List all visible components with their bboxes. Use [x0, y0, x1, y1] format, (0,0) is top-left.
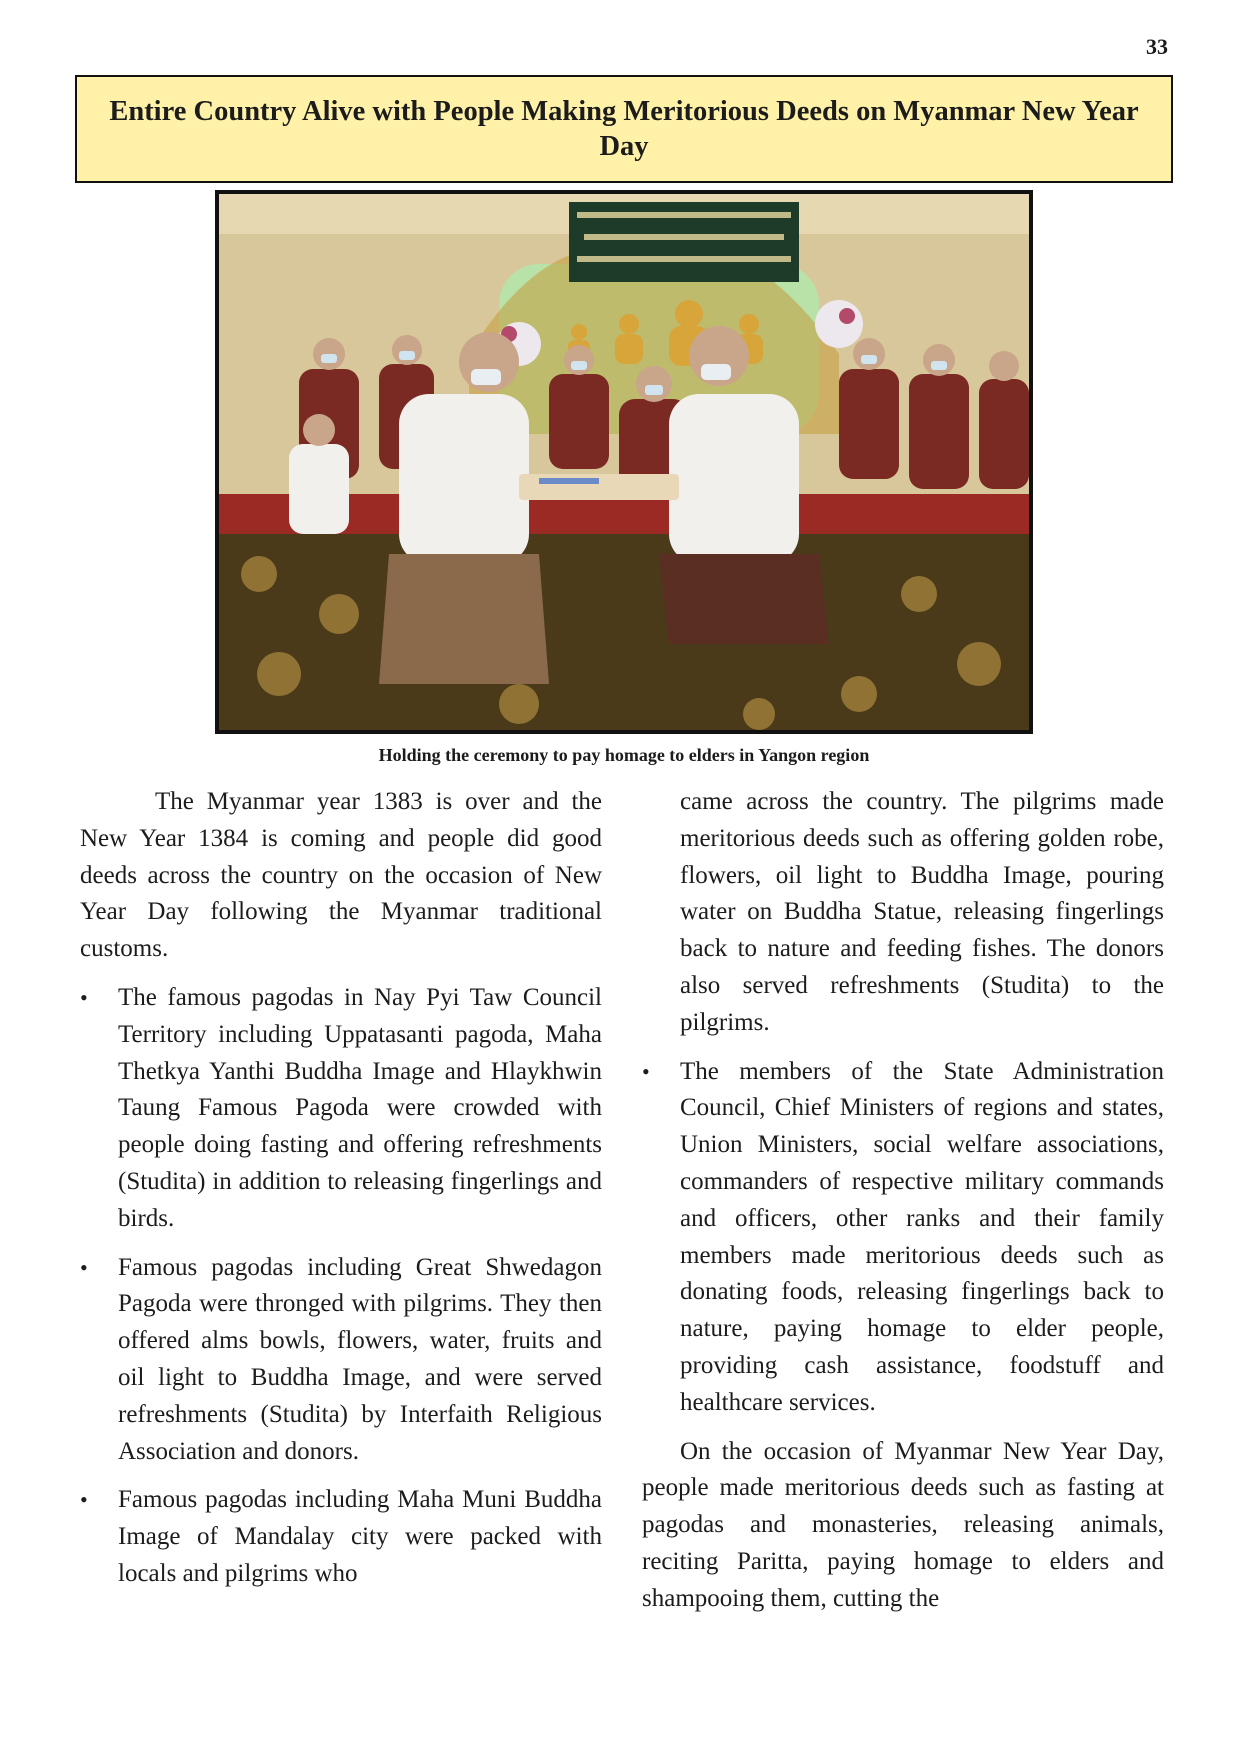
intro-paragraph: The Myanmar year 1383 is over and the New Year 1384 is coming and people did good deeds across the country on the occasion of New Year Day following the Myanmar traditional customs. — [80, 788, 602, 963]
left-bullet-list — [80, 980, 602, 1593]
article-title: Entire Country Alive with People Making Meritorious Deeds on Myanmar New Year Day — [109, 96, 1139, 162]
list-item: • Famous pagodas including Maha Muni Buddha Image of Mandalay city were packed with locals and pilgrims who — [80, 1482, 602, 1592]
ceremony-photo-illustration — [219, 194, 1029, 730]
list-item: • The members of the State Administration Council, Chief Ministers of regions and states, Union Ministers, social welfare associations, commanders of respective military commands and officers, other ranks and their family members made meritorious deeds such as donating foods, releasing fingerlings back to nature, paying homage to elder people, providing cash assistance, foodstuff and healthcare services. — [642, 1054, 1164, 1422]
article-title-box — [75, 75, 1173, 183]
right-bullet-list — [642, 1054, 1164, 1422]
photo-caption: Holding the ceremony to pay homage to elders in Yangon region — [378, 745, 870, 765]
right-column — [642, 784, 1164, 1618]
list-item: • Famous pagodas including Great Shwedagon Pagoda were thronged with pilgrims. They then offered alms bowls, flowers, water, fruits and oil light to Buddha Image, and were served refreshments (Studita) by Interfaith Religious Association and donors. — [80, 1250, 602, 1471]
page-number: 33 — [1146, 34, 1168, 59]
list-item: • The famous pagodas in Nay Pyi Taw Council Territory including Uppatasanti pagoda, Maha Thetkya Yanthi Buddha Image and Hlaykhwin Taung Famous Pagoda were crowded with people doing fasting and offering refreshments (Studita) in addition to releasing fingerlings and birds. — [80, 980, 602, 1238]
continued-paragraph: came across the country. The pilgrims made meritorious deeds such as offering golden robe, flowers, oil light to Buddha Image, pouring water on Buddha Statue, releasing fingerlings back to nature and feeding fishes. The donors also served refreshments (Studita) to the pilgrims. — [680, 788, 1164, 1036]
ceremony-photo — [215, 190, 1033, 734]
closing-paragraph: On the occasion of Myanmar New Year Day, people made meritorious deeds such as fasting at pagodas and monasteries, releasing animals, reciting Paritta, paying homage to elders and shampooing them, cutting the — [642, 1437, 1164, 1612]
left-column — [80, 784, 602, 1593]
